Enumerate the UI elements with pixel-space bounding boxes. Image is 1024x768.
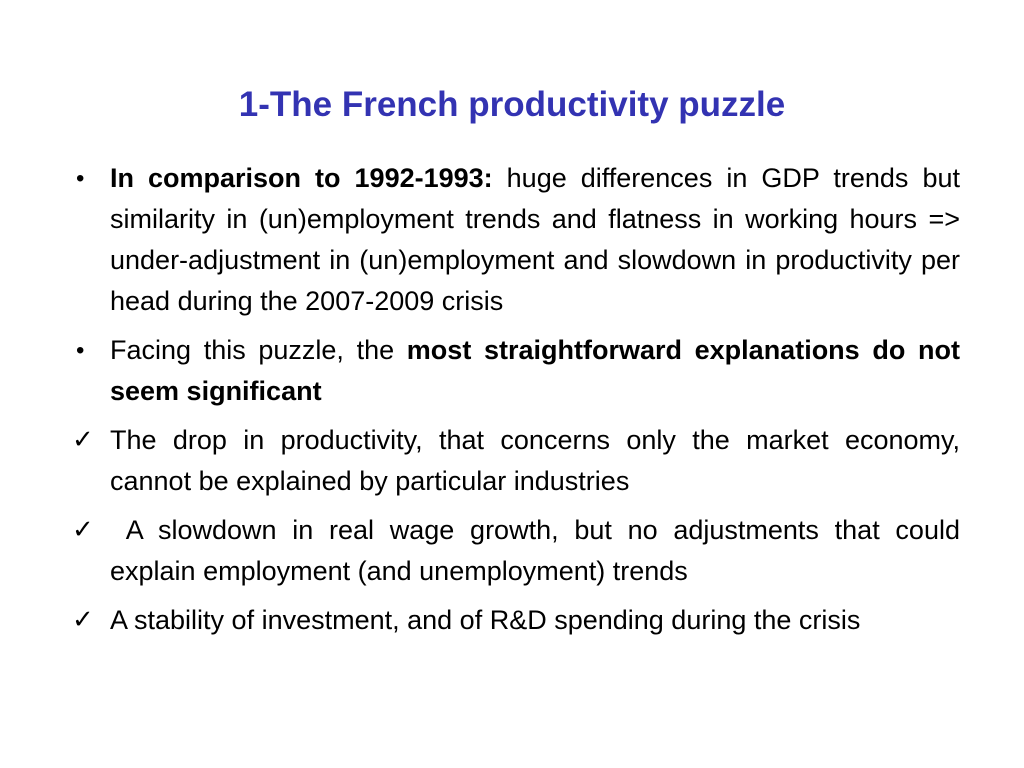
- bullet-dot-icon: •: [76, 165, 85, 192]
- bullet-list: [72, 158, 968, 649]
- check-text: The drop in productivity, that concerns only the market economy, cannot be explained by particular industries: [110, 425, 960, 496]
- checkmark-icon: ✓: [72, 515, 94, 545]
- slide-title: 1-The French productivity puzzle: [238, 85, 786, 124]
- bullet-item-puzzle: [72, 330, 960, 412]
- check-text: A stability of investment, and of R&D spending during the crisis: [110, 605, 861, 635]
- check-text: A slowdown in real wage growth, but no adjustments that could explain employment (and unemployment) trends: [110, 515, 968, 586]
- check-item-wages: [72, 510, 968, 592]
- bullet-dot-icon: •: [76, 337, 85, 364]
- check-item-investment: [72, 600, 960, 641]
- bullet-item-comparison: [72, 158, 960, 322]
- checkmark-icon: ✓: [72, 605, 94, 635]
- checkmark-icon: ✓: [72, 425, 94, 455]
- bullet-text: Facing this puzzle, the: [110, 335, 407, 365]
- bullet-text: huge differences in GDP trends but similarity in (un)employment trends and flatness in working hours => under-adjustment in (un)employment and slowdown in productivity per head during the 2007-2009 crisis: [110, 163, 960, 316]
- bullet-bold-lead: In comparison to 1992-1993:: [110, 163, 493, 193]
- bullet-bold-text: most straightforward explanations do not seem significant: [110, 335, 960, 406]
- check-item-productivity: [72, 420, 960, 502]
